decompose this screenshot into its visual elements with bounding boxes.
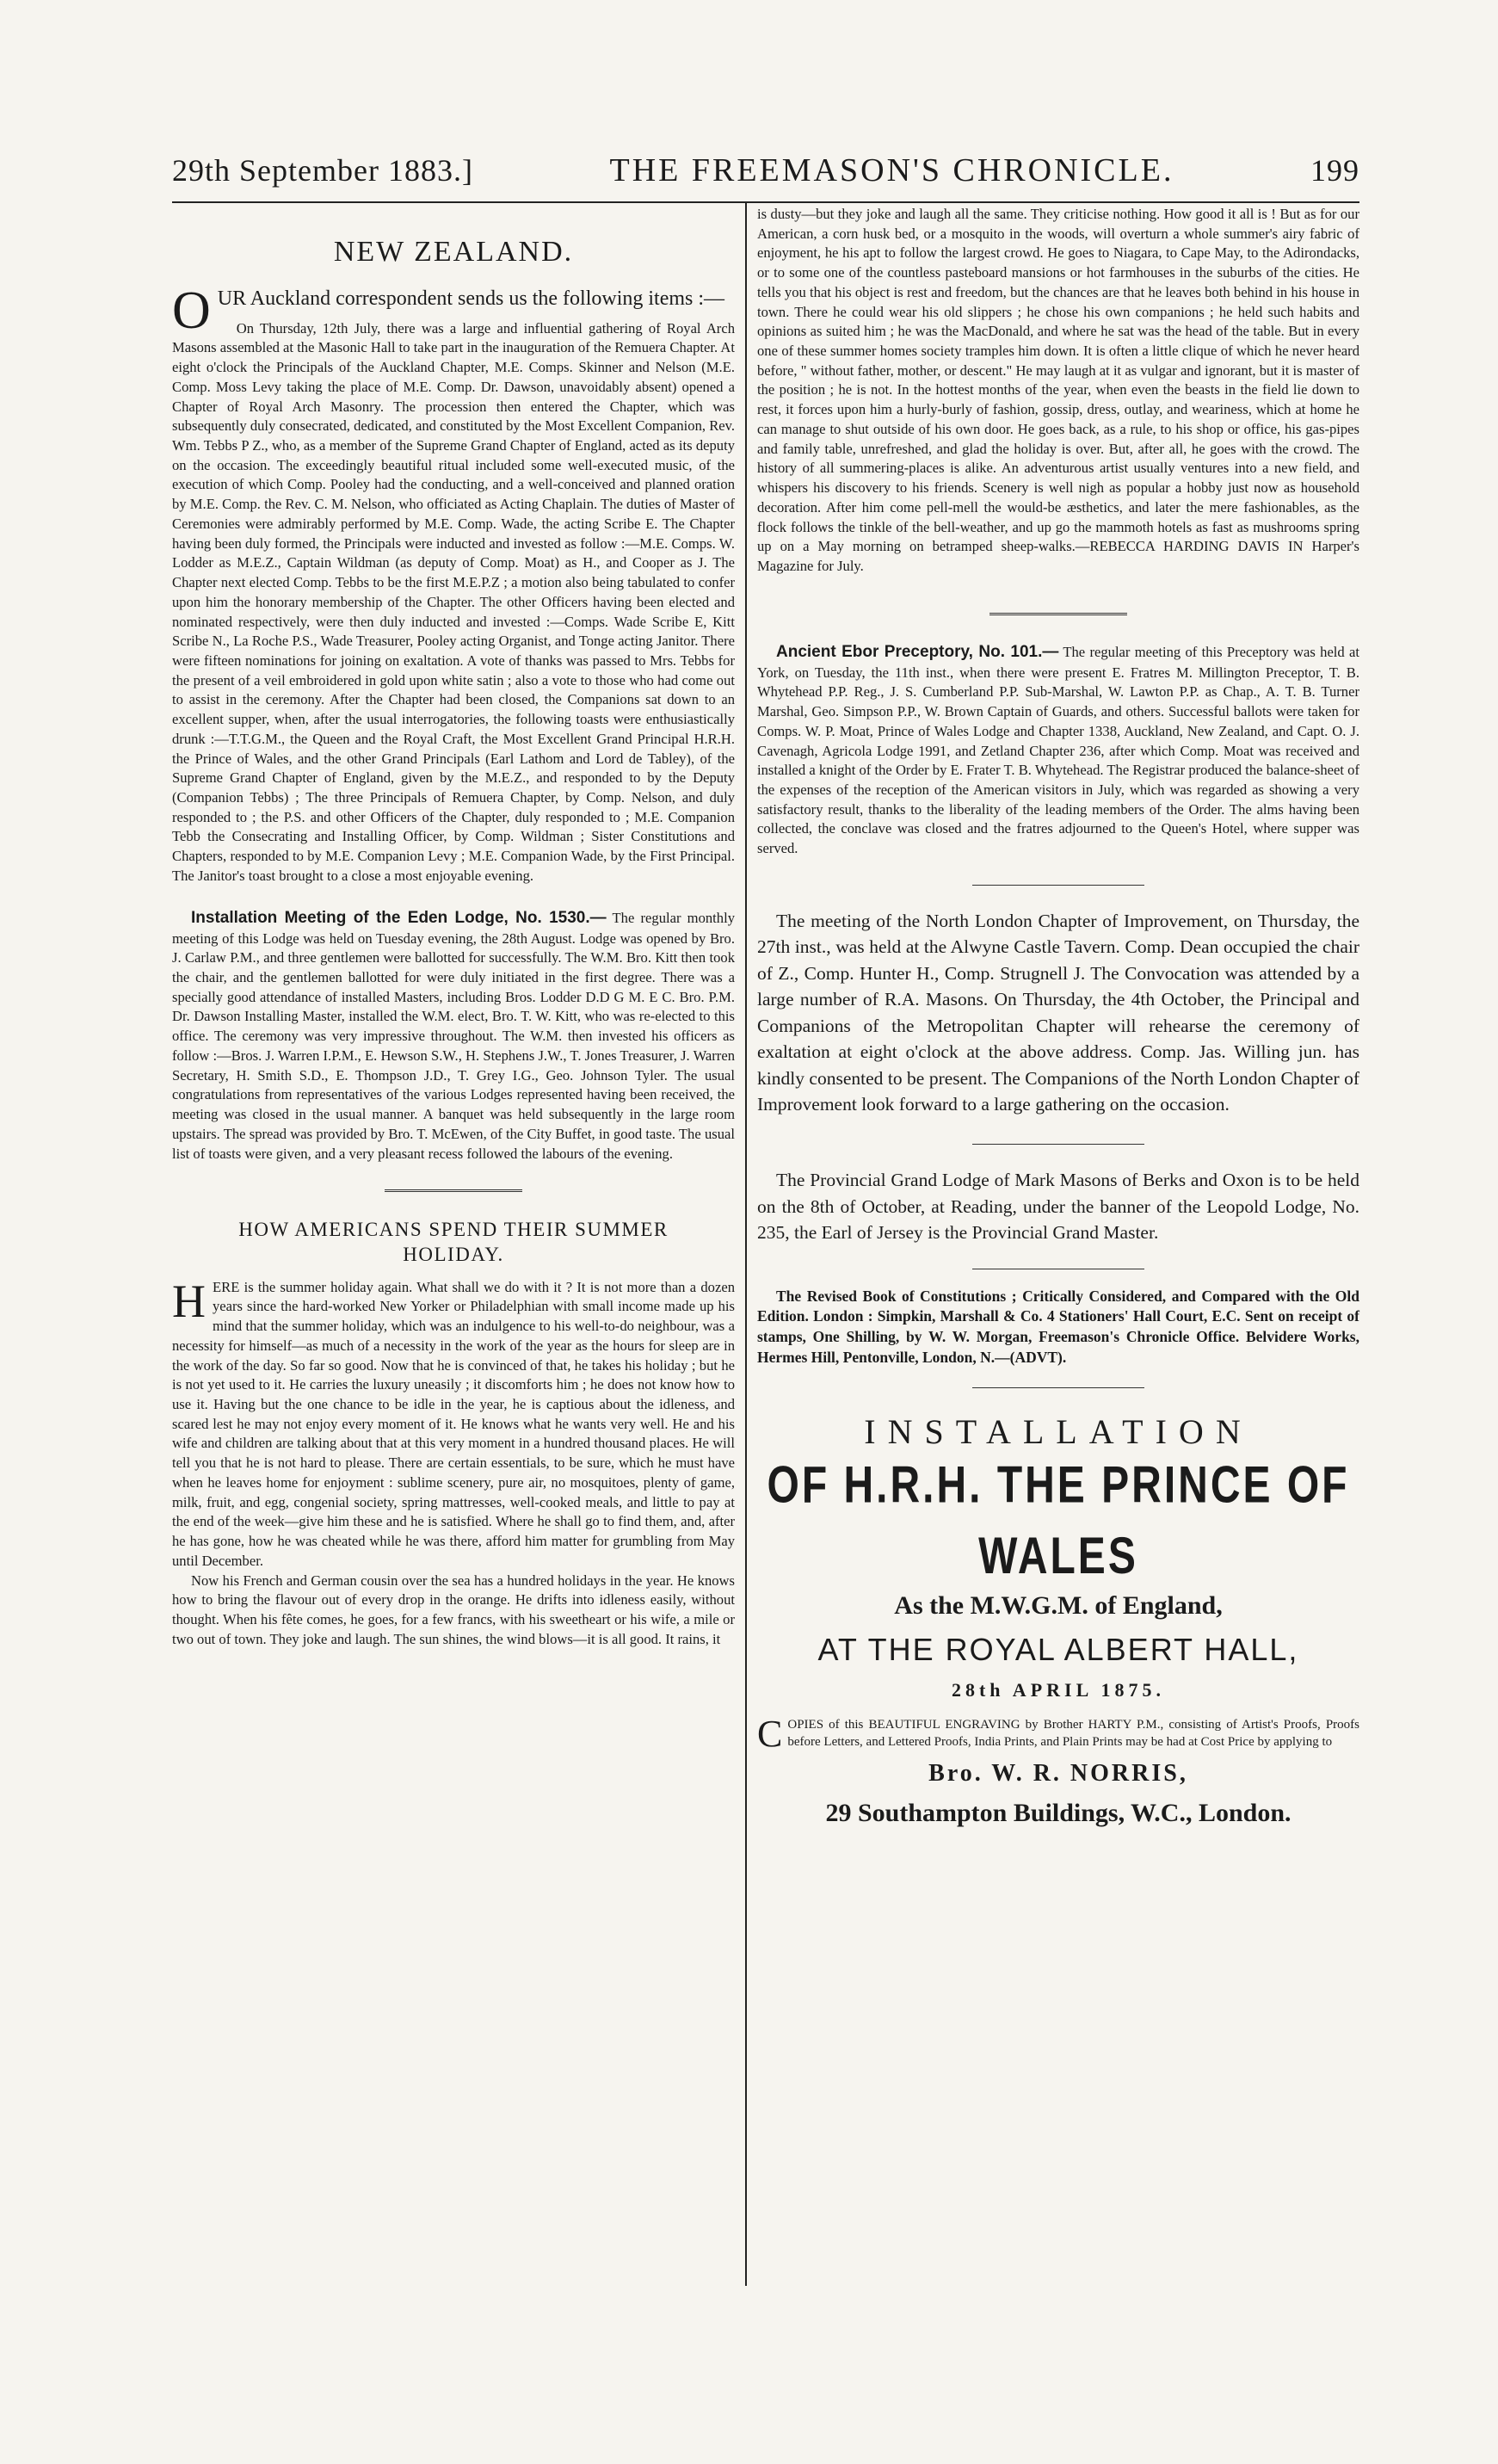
- publication-title: THE FREEMASON'S CHRONICLE.: [609, 152, 1174, 188]
- article-continuation: is dusty—but they joke and laugh all the same. They criticise nothing. How good it all is ! But as for our American, a corn husk bed, or a mosquito in the woods, will overturn a whole summer's airy fabric of enjoyment, he his apt to follow the largest crowd. He goes to Niagara, to Cape May, to the Adirondacks, or to some one of the countless pasteboard mansions or hot farmhouses in the suburbs of the cities. He tells you that his object is rest and freedom, but the chances are that he leaves both behind in his house in town. There he could wear his old slippers ; he chose his own companions ; he held such habits and opinions as suited him ; he was the MacDonald, and where he sat was the head of the table. But in every one of these summer homes society tramples him down. It is often a little clique of which he never heard before, " without father, mother, or descent." He may laugh at it as vulgar and ignorant, but it is master of the position ; he is not. In the hottest months of the year, when even the beasts in the field lie down to rest, it forces upon him a hurly-burly of fashion, gossip, dress, outlay, and weariness, which at home he can manage to shut outside of his own door. He goes back, as a rule, to his shop or office, his gas-pipes and family table, unrefreshed, and glad the holiday is over. But, after all, he goes with the crowd. The history of all summering-places is alike. An adventurous artist usually ventures into a new field, and whispers his discovery to his friends. Scenery is well nigh as popular a hobby just now as household decoration. After him come pell-mell the would-be æsthetics, and later the mere fashionables, as the flock follows the tinkle of the bell-weather, and up go the mammoth hotels as fast as mushrooms spring up on a May morning on betramped sheep-walks.—REBECCA HARDING DAVIS IN Harper's Magazine for July.: [757, 206, 1359, 574]
- article-text: ERE is the summer holiday again. What shall we do with it ? It is not more than a dozen years since the hard-worked New Yorker or Philadelphian with small income made up his mind that the summer holiday, which was an indulgence to his well-to-do neighbour, was a necessity for himself—as much of a necessity in the work of the year as the hours for sleep are in the work of the day. So far so good. Now that he is convinced of that, he takes his holiday ; but he is not yet used to it. He carries the luxury uneasily ; it discomforts him ; he does not know how to use it. Having but the one chance to be idle in the year, he is captious about the idleness, and scared lest he may not enjoy every moment of it. He knows what he wants very well. He and his wife and children are talking about that at this very moment in a hundred thousand places. He will tell you that he is not hard to please. There are certain essentials, to be sure, which he must have when he leaves home for enjoyment : sublime scenery, pure air, no mosquitoes, plenty of game, milk, fruit, and egg, congenial society, spring mattresses, well-cooked meals, and little to pay at the end of the week—give him these and he is satisfied. Where he shall go to find them, and, after he has gone, how he was cheated while he was there, afford him matter for grumbling from May until December.: [172, 1278, 735, 1569]
- lead-text: UR Auckland correspondent sends us the following items :—: [217, 287, 725, 310]
- column-divider: [745, 203, 747, 2286]
- ad-line: 29 Southampton Buildings, W.C., London.: [825, 1799, 1291, 1828]
- section-divider: [989, 613, 1127, 615]
- article-heading: Installation Meeting of the Eden Lodge, No. 1530.—: [191, 908, 607, 927]
- article-body: [172, 907, 735, 1164]
- ad-line: Bro. W. R. NORRIS,: [928, 1760, 1188, 1788]
- drop-capital: O: [172, 281, 211, 340]
- ad-line: OF H.R.H. THE PRINCE OF WALES: [767, 1456, 1350, 1585]
- article-americans-holiday: [172, 1218, 735, 1649]
- article-eden-lodge: [172, 907, 735, 1164]
- article-body: [757, 641, 1359, 859]
- page-header: [172, 151, 1359, 195]
- heading-line: HOW AMERICANS SPEND THEIR SUMMER: [238, 1219, 669, 1241]
- left-column: [172, 213, 735, 1649]
- section-divider: [385, 1189, 522, 1192]
- article-ebor-preceptory: [757, 641, 1359, 859]
- advertisement-installation: [757, 1409, 1359, 1831]
- article-body: Now his French and German cousin over the sea has a hundred holidays in the year. He knows how to bring the flavour out of every drop in the orange. He drifts into idleness easily, without thought. When his fête comes, he goes, for a few francs, with his sweetheart or his wife, a mile or two out of town. They joke and laugh. The sun shines, the wind blows—it is all good. It rains, it: [172, 1572, 735, 1647]
- ad-copy: [757, 1712, 1359, 1755]
- notice-constitutions: [757, 1287, 1359, 1368]
- header-rule: [172, 201, 1359, 203]
- right-column: [757, 205, 1359, 1831]
- drop-capital: C: [757, 1712, 783, 1755]
- article-heading: NEW ZEALAND.: [333, 236, 574, 268]
- article-heading: Ancient Ebor Preceptory, No. 101.—: [776, 642, 1059, 661]
- article-berks-oxon: [757, 1167, 1359, 1246]
- ad-line: INSTALLATION: [864, 1411, 1253, 1451]
- notice-text: The Revised Book of Constitutions ; Critically Considered, and Compared with the Old Edition. London : Simpkin, Marshall & Co. 4 Stationers' Hall Court, E.C. Sent on receipt of stamps, One Shilling, by W. W. Morgan, Freemason's Chronicle Office. Belvidere Works, Hermes Hill, Pentonville, London, N.—(ADVT).: [757, 1287, 1359, 1366]
- section-divider: [972, 885, 1144, 886]
- ad-line: 28th APRIL 1875.: [951, 1679, 1166, 1701]
- article-new-zealand: [172, 232, 735, 886]
- ad-line: As the M.W.G.M. of England,: [894, 1591, 1223, 1621]
- drop-capital: H: [172, 1275, 206, 1327]
- article-body: The meeting of the North London Chapter of Improvement, on Thursday, the 27th inst., was held at the Alwyne Castle Tavern. Comp. Dean occupied the chair of Z., Comp. Hunter H., Comp. Strugnell J. The Convocation was attended by a large number of R.A. Masons. On Thursday, the 4th October, the Principal and Companions of the Metropolitan Chapter will rehearse the ceremony of exaltation at eight o'clock at the above address. Comp. Jas. Willing jun. has kindly consented to be present. The Companions of the North London Chapter of Improvement look forward to a large gathering on the occasion.: [757, 910, 1359, 1115]
- heading-line: HOLIDAY.: [403, 1243, 504, 1265]
- ad-line: AT THE ROYAL ALBERT HALL,: [817, 1632, 1299, 1668]
- page-number: 199: [1310, 153, 1359, 188]
- article-heading: [172, 1218, 735, 1268]
- section-divider: [972, 1144, 1144, 1145]
- article-text: The regular meeting of this Preceptory was held at York, on Tuesday, the 11th inst., when there were present E. Fratres M. Millington Preceptor, T. B. Whytehead P.P. Reg., J. S. Cumberland P.P. Sub-Marshal, W. Lawton P.P. as Chap., A. T. B. Turner Marshal, Geo. Simpson P.P., W. Brown Captain of Guards, and others. Successful ballots were taken for Comps. W. P. Moat, Prince of Wales Lodge and Chapter 1338, Auckland, New Zealand, and Capt. O. J. Cavenagh, Agricola Lodge 1991, and Zetland Chapter 236, after which Comp. Moat was received and installed a knight of the Order by E. Frater T. B. Whytehead. The Registrar produced the balance-sheet of the expenses of the reception of the American visitors in July, which was regarded as showing a very satisfactory result, thanks to the liberality of the leading members of the Order. The alms having been collected, the conclave was closed and the fratres adjourned to the Queen's Hotel, where supper was served.: [757, 643, 1359, 857]
- ad-text: OPIES of this BEAUTIFUL ENGRAVING by Brother HARTY P.M., consisting of Artist's Proofs, Proofs before Letters, and Lettered Proofs, India Prints, and Plain Prints may be had at Cost Price by applying to: [787, 1717, 1359, 1749]
- article-lead: [172, 281, 735, 340]
- article-north-london: [757, 908, 1359, 1118]
- section-divider: [972, 1387, 1144, 1388]
- article-text: The regular monthly meeting of this Lodge was held on Tuesday evening, the 28th August. Lodge was opened by Bro. J. Carlaw P.M., and three gentlemen were ballotted for successfully. The W.M. Bro. Kitt then took the chair, and the gentlemen ballotted for were duly initiated in the first degree. There was a specially good attendance of installed Masters, including Bros. Lodder D.D G M. E C. Bro. P.M. Dr. Dawson Installing Master, installed the W.M. elect, Bro. T. W. Kitt, who was re-elected to this office. The ceremony was very impressive throughout. The W.M. then invested his officers as follow :—Bros. J. Warren I.P.M., E. Hewson S.W., H. Stephens J.W., T. Jones Treasurer, J. Warren Secretary, H. Smith S.D., E. Thompson J.D., T. Grey I.G., Geo. Johnson Tyler. The usual congratulations from representatives of the various Lodges represented having been received, the meeting was closed in the usual manner. A banquet was held subsequently in the large room upstairs. The spread was provided by Bro. T. McEwen, of the City Buffet, in good taste. The usual list of toasts were given, and a very pleasant recess followed the labours of the evening.: [172, 909, 735, 1162]
- issue-date: 29th September 1883.]: [172, 153, 473, 188]
- article-body: [172, 1275, 735, 1572]
- article-body: On Thursday, 12th July, there was a large and influential gathering of Royal Arch Masons assembled at the Masonic Hall to take part in the inauguration of the Remuera Chapter. At eight o'clock the Principals of the Auckland Chapter, M.E. Comps. Skinner and Nelson (M.E. Comp. Moss Levy taking the place of M.E. Comp. Dr. Dawson, unavoidably absent) opened a Chapter of Royal Arch Masonry. The procession then entered the Chapter, which was subsequently duly consecrated, dedicated, and constituted by the Most Excellent Companion, Rev. Wm. Tebbs P Z., who, as a member of the Supreme Grand Chapter of England, acted as its deputy on the occasion. The exceedingly beautiful ritual included some well-executed music, of the execution of which Comp. Pooley had the conducting, and a well-conceived and planned oration by M.E. Comp. the Rev. C. M. Nelson, who officiated as Acting Chaplain. The duties of Master of Ceremonies were admirably performed by M.E. Comp. Wade, the acting Scribe E. The Chapter having been duly formed, the Principals were inducted and invested as follow :—M.E. Comps. W. Lodder as M.E.Z., Captain Wildman (as deputy of Comp. Moat) as H., and Cooper as J. The Chapter next elected Comp. Tebbs to be the first M.E.P.Z ; a motion also being tabulated to confer upon him the honorary membership of the Chapter. The other Officers having been elected and nominated respectively, were then duly inducted and invested :—Comps. Wade Scribe E, Kitt Scribe N., La Roche P.S., Wade Treasurer, Pooley acting Organist, and Tonge acting Janitor. There were fifteen nominations for joining on exaltation. A vote of thanks was passed to Mrs. Tebbs for the present of a veil embroidered in gold upon white satin ; also a vote to those who had come out to assist in the ceremony. After the Chapter had been closed, the Companions sat down to an excellent supper, when, after the usual interrogatories, the following toasts were enthusiastically drunk :—T.T.G.M., the Queen and the Royal Craft, the Most Excellent Grand Principal H.R.H. the Prince of Wales, and the other Grand Principals (Earl Lathom and Lord de Tabley), of the Supreme Grand Chapter of England, given by the M.E.Z., and responded to by the Deputy (Companion Tebbs) ; The three Principals of Remuera Chapter, by Comp. Nelson, and duly responded to ; the P.S. and other Officers of the Chapter, duly responded to ; M.E. Companion Tebb the Consecrating and Installing Officer, by Comp. Wildman ; Sister Constitutions and Chapters, responded to by M.E. Companion Levy ; M.E. Companion Wade, by the First Principal. The Janitor's toast brought to a close a most enjoyable evening.: [172, 319, 735, 884]
- article-body: The Provincial Grand Lodge of Mark Masons of Berks and Oxon is to be held on the 8th of October, at Reading, under the banner of the Leopold Lodge, No. 235, the Earl of Jersey is the Provincial Grand Master.: [757, 1169, 1359, 1244]
